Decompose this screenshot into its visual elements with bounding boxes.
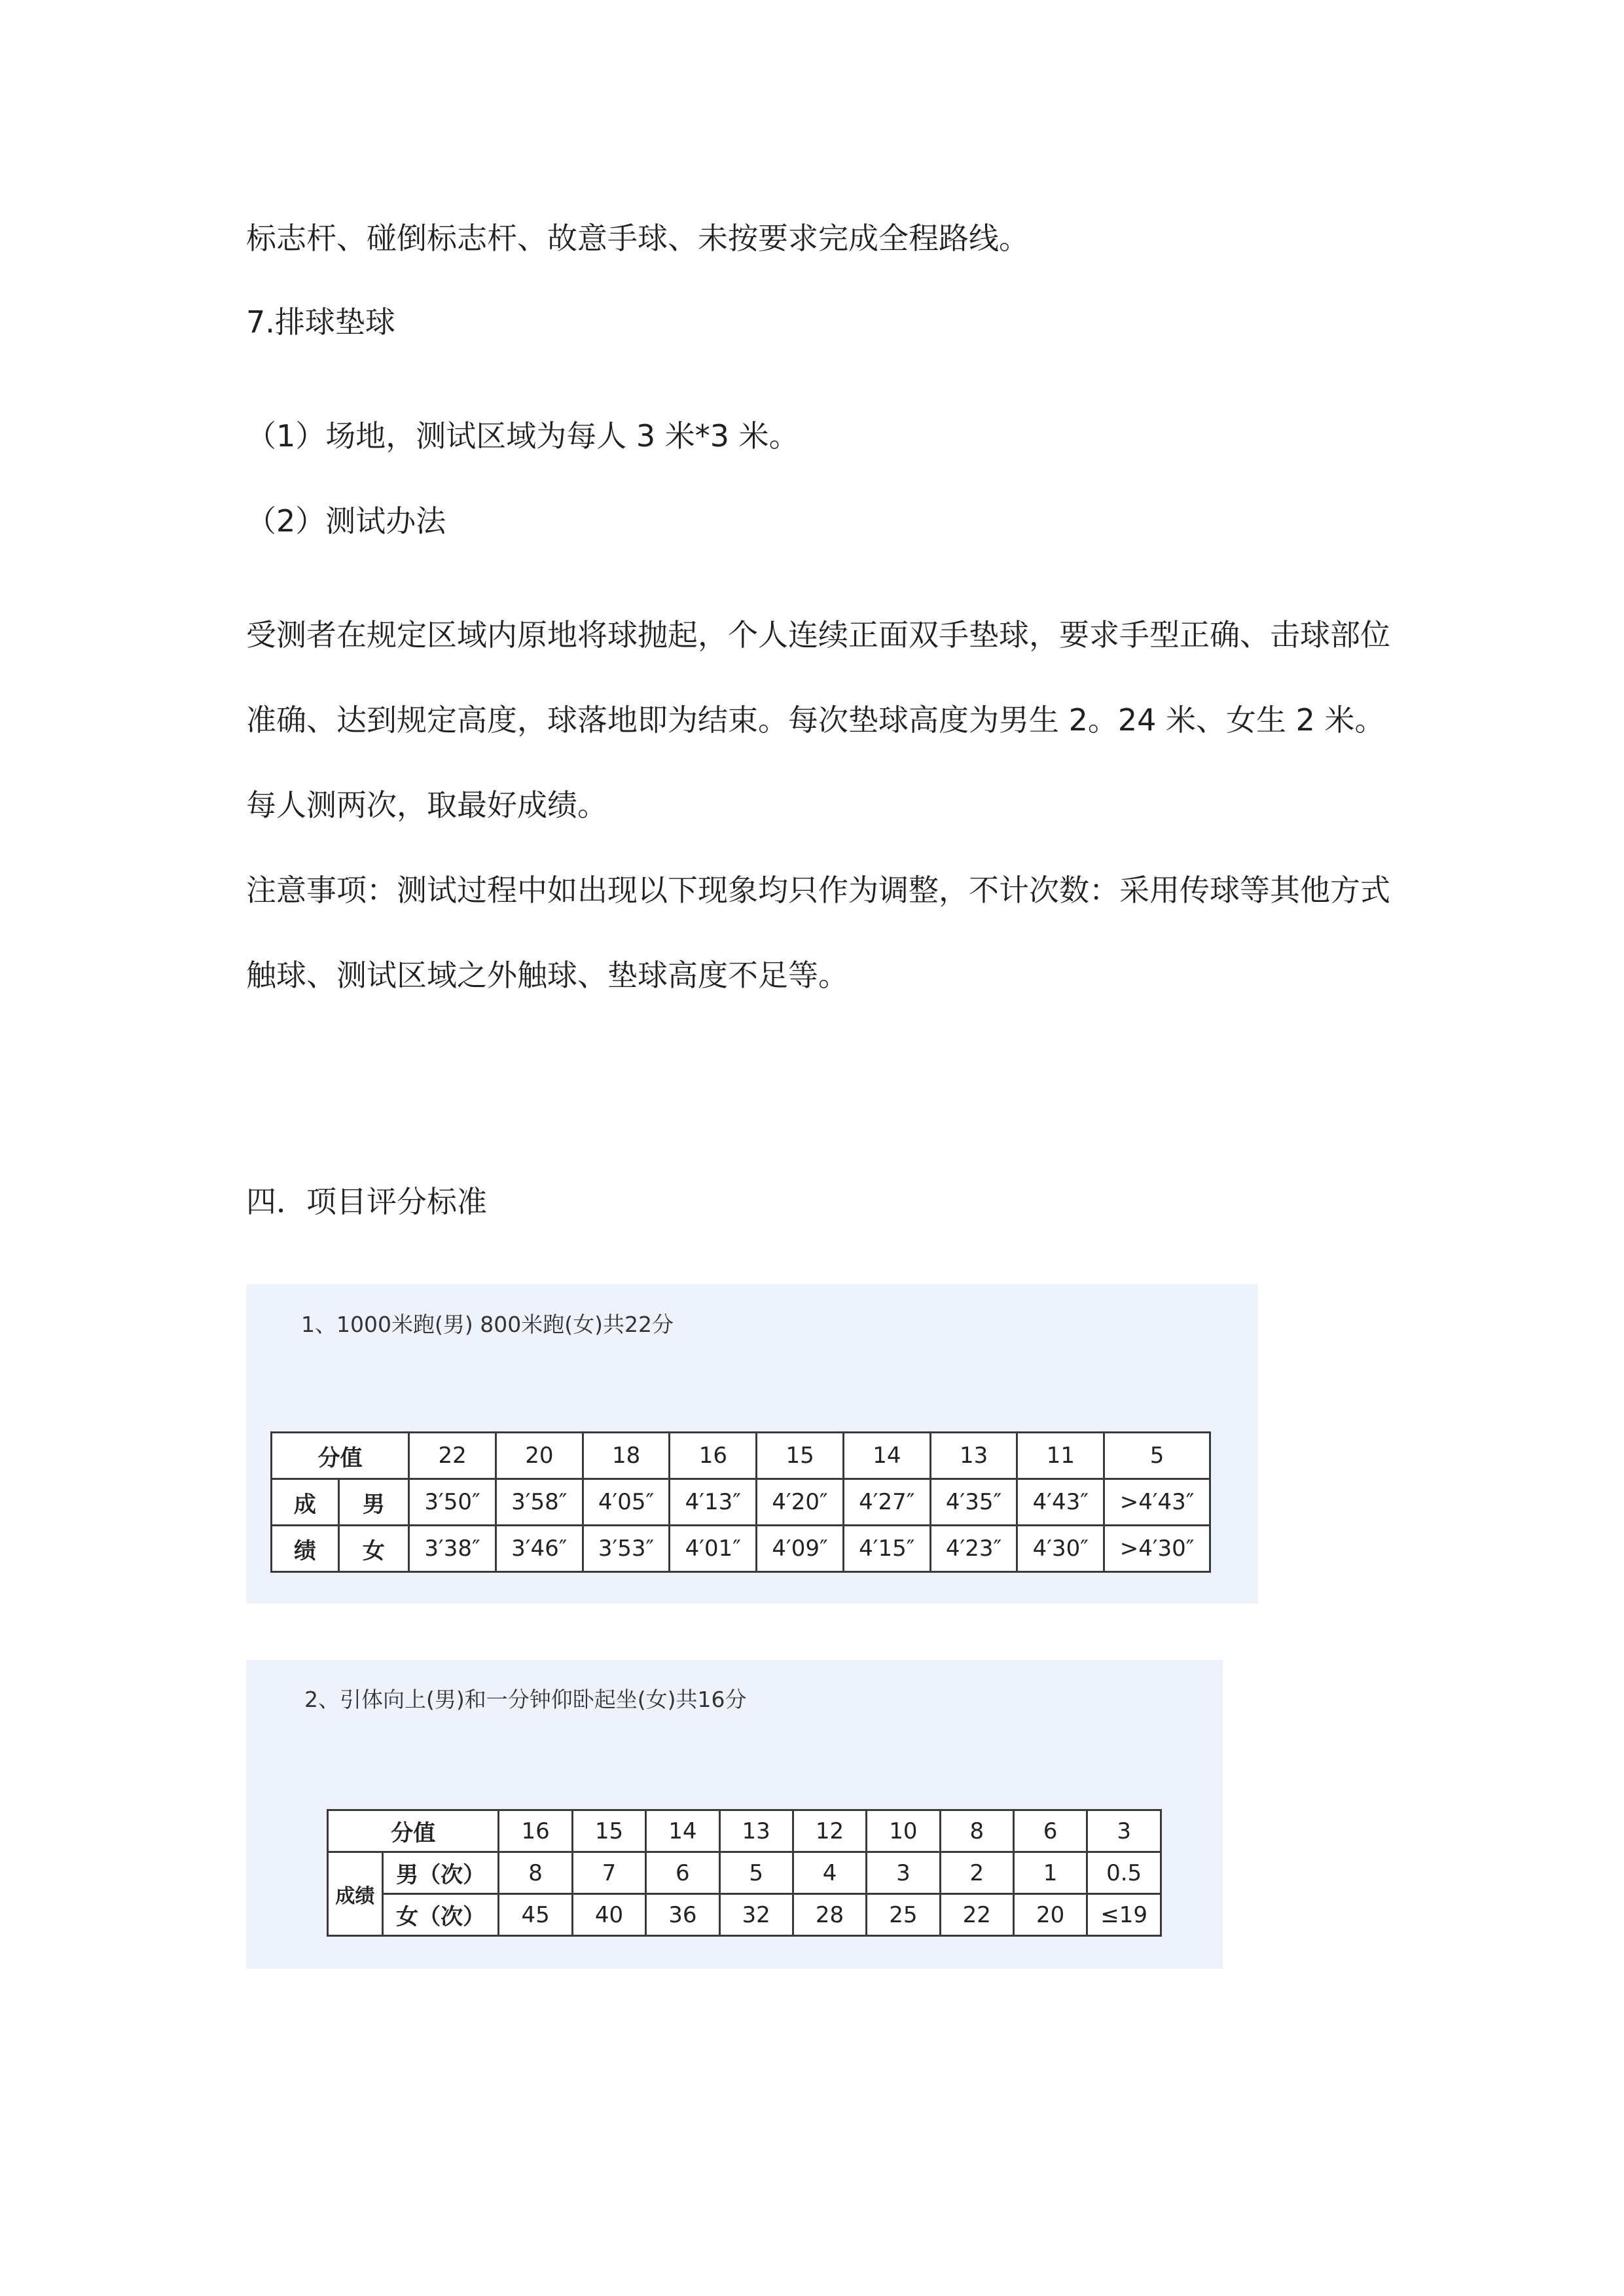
score-header-label: 分值 — [272, 1433, 409, 1479]
group-label: 绩 — [272, 1526, 339, 1572]
score-cell: 8 — [940, 1810, 1013, 1852]
venue-text: （1）场地，测试区域为每人 3 米*3 米。 — [246, 418, 799, 454]
female-time-cell: 3′38″ — [409, 1526, 496, 1572]
score-cell: 11 — [1017, 1433, 1104, 1479]
female-label: 女 — [338, 1526, 409, 1572]
male-count-cell: 6 — [646, 1852, 719, 1894]
score-cell: 16 — [499, 1810, 572, 1852]
male-time-cell: 4′27″ — [843, 1479, 930, 1526]
male-time-cell: 4′35″ — [930, 1479, 1017, 1526]
table-2-caption: 2、引体向上(男)和一分钟仰卧起坐(女)共16分 — [304, 1687, 747, 1712]
female-count-cell: 28 — [793, 1894, 866, 1936]
female-count-cell: ≤19 — [1087, 1894, 1161, 1936]
scoring-table-1 — [270, 1431, 1211, 1573]
score-cell: 13 — [719, 1810, 793, 1852]
female-count-cell: 40 — [572, 1894, 645, 1936]
subheading-volleyball: 7.排球垫球 — [246, 304, 395, 340]
male-time-cell: 4′43″ — [1017, 1479, 1104, 1526]
table-1-caption: 1、1000米跑(男) 800米跑(女)共22分 — [301, 1312, 674, 1337]
score-cell: 16 — [670, 1433, 757, 1479]
female-time-cell: 3′46″ — [496, 1526, 583, 1572]
male-time-cell: 3′58″ — [496, 1479, 583, 1526]
female-time-cell: >4′30″ — [1104, 1526, 1210, 1572]
female-time-cell: 3′53″ — [583, 1526, 670, 1572]
female-time-cell: 4′30″ — [1017, 1526, 1104, 1572]
score-cell: 14 — [646, 1810, 719, 1852]
score-cell: 5 — [1104, 1433, 1210, 1479]
table-row — [272, 1479, 1210, 1526]
female-count-cell: 32 — [719, 1894, 793, 1936]
female-time-cell: 4′15″ — [843, 1526, 930, 1572]
male-time-cell: 4′20″ — [757, 1479, 844, 1526]
male-count-cell: 0.5 — [1087, 1852, 1161, 1894]
male-time-cell: 3′50″ — [409, 1479, 496, 1526]
group-label: 成 — [272, 1479, 339, 1526]
male-count-cell: 5 — [719, 1852, 793, 1894]
male-count-cell: 2 — [940, 1852, 1013, 1894]
table-row — [328, 1810, 1161, 1852]
scoring-table-2 — [327, 1809, 1162, 1937]
male-label: 男 — [338, 1479, 409, 1526]
notes-text-line: 触球、测试区域之外触球、垫球高度不足等。 — [246, 958, 848, 993]
method-text-line: 受测者在规定区域内原地将球抛起，个人连续正面双手垫球，要求手型正确、击球部位 — [246, 617, 1390, 653]
male-count-cell: 4 — [793, 1852, 866, 1894]
score-header-label: 分值 — [328, 1810, 499, 1852]
table-row — [272, 1433, 1210, 1479]
score-cell: 15 — [572, 1810, 645, 1852]
score-cell: 13 — [930, 1433, 1017, 1479]
score-cell: 22 — [409, 1433, 496, 1479]
score-cell: 18 — [583, 1433, 670, 1479]
score-cell: 6 — [1013, 1810, 1087, 1852]
male-count-cell: 3 — [867, 1852, 940, 1894]
female-count-cell: 36 — [646, 1894, 719, 1936]
score-cell: 15 — [757, 1433, 844, 1479]
female-time-cell: 4′23″ — [930, 1526, 1017, 1572]
method-text-line: 准确、达到规定高度，球落地即为结束。每次垫球高度为男生 2。24 米、女生 2 米。 — [246, 702, 1385, 738]
score-cell: 14 — [843, 1433, 930, 1479]
score-cell: 3 — [1087, 1810, 1161, 1852]
female-time-cell: 4′09″ — [757, 1526, 844, 1572]
method-text-line: 每人测两次，取最好成绩。 — [246, 787, 607, 823]
score-cell: 12 — [793, 1810, 866, 1852]
female-count-cell: 20 — [1013, 1894, 1087, 1936]
table-row — [272, 1526, 1210, 1572]
score-cell: 20 — [496, 1433, 583, 1479]
score-cell: 10 — [867, 1810, 940, 1852]
female-count-cell: 45 — [499, 1894, 572, 1936]
body-text-line: 标志杆、碰倒标志杆、故意手球、未按要求完成全程路线。 — [246, 221, 1029, 256]
table-row — [328, 1852, 1161, 1894]
table-row — [328, 1894, 1161, 1936]
notes-text-line: 注意事项：测试过程中如出现以下现象均只作为调整，不计次数：采用传球等其他方式 — [246, 872, 1390, 908]
method-heading: （2）测试办法 — [246, 503, 446, 539]
female-time-cell: 4′01″ — [670, 1526, 757, 1572]
male-time-cell: >4′43″ — [1104, 1479, 1210, 1526]
male-count-cell: 1 — [1013, 1852, 1087, 1894]
male-label: 男（次） — [382, 1852, 499, 1894]
male-count-cell: 7 — [572, 1852, 645, 1894]
section-title: 四．项目评分标准 — [246, 1184, 487, 1219]
male-time-cell: 4′05″ — [583, 1479, 670, 1526]
female-count-cell: 25 — [867, 1894, 940, 1936]
female-label: 女（次） — [382, 1894, 499, 1936]
male-time-cell: 4′13″ — [670, 1479, 757, 1526]
female-count-cell: 22 — [940, 1894, 1013, 1936]
group-label: 成绩 — [328, 1852, 383, 1936]
male-count-cell: 8 — [499, 1852, 572, 1894]
